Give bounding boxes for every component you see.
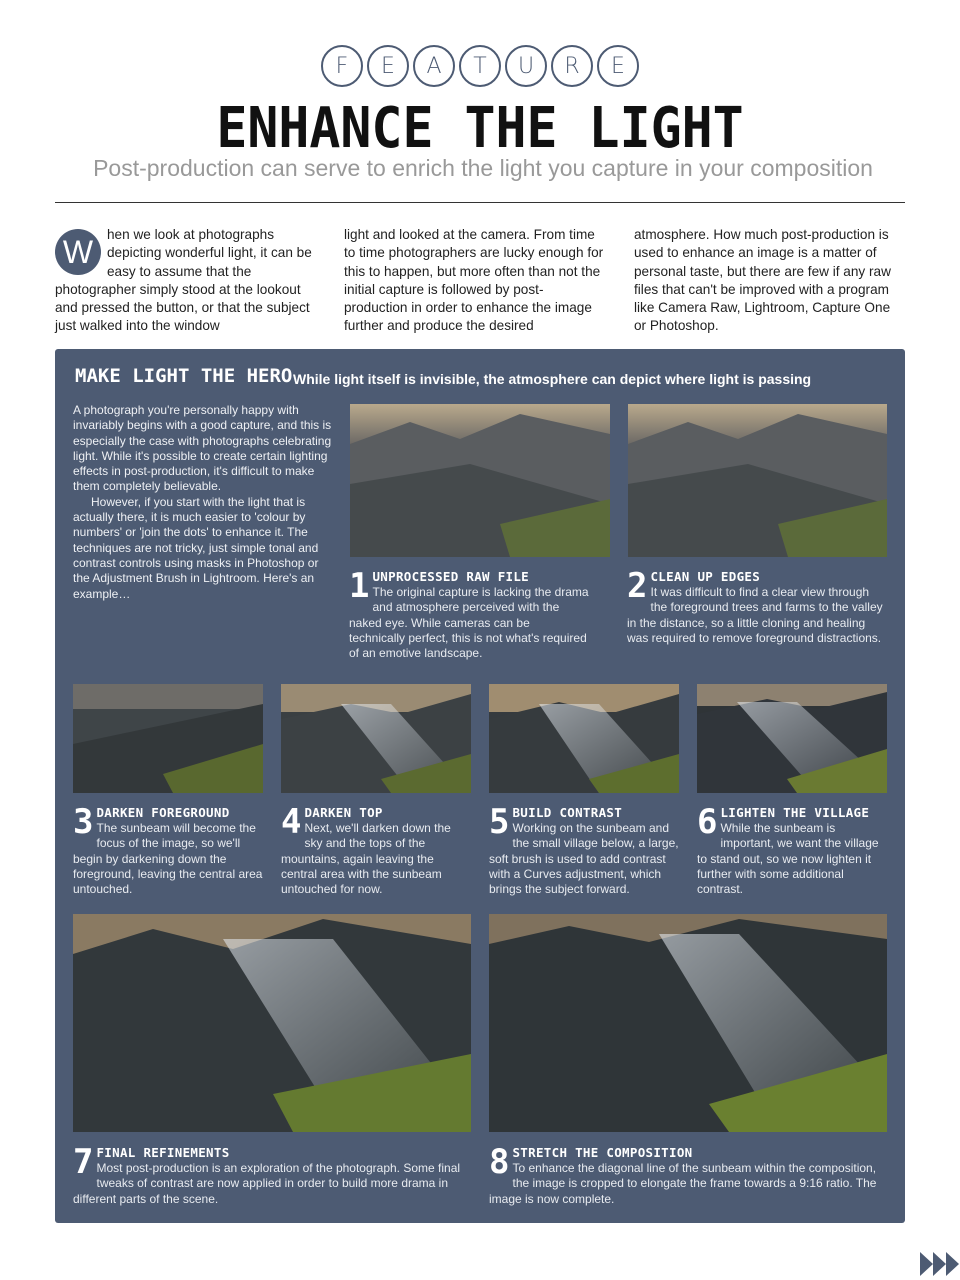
dropcap: W bbox=[55, 229, 101, 275]
step-text: To enhance the diagonal line of the sunbeam within the composition, the image is cropped to elongate the frame towards a 9:16 ratio. The image is now complete. bbox=[489, 1161, 877, 1206]
step-title: CLEAN UP EDGES bbox=[650, 569, 761, 584]
boxout-subtitle: While light itself is invisible, the atmosphere can depict where light is passing bbox=[293, 371, 812, 387]
step-number: 2 bbox=[627, 566, 648, 606]
intro-column-2: light and looked at the camera. From time to time photographers are lucky enough for this to happen, but more often than not the initial capture is followed by post-production in order to enhance the image further and produce the desired bbox=[344, 227, 604, 334]
step-number: 1 bbox=[349, 566, 370, 606]
divider bbox=[55, 202, 905, 203]
standfirst: Post-production can serve to enrich the light you capture in your composition bbox=[93, 155, 873, 181]
arrow-icon bbox=[933, 1252, 946, 1276]
step-text: Working on the sunbeam and the small village below, a large, soft brush is used to add contrast with a Curves adjustment, which brings the subject forward. bbox=[489, 821, 679, 897]
step-text: While the sunbeam is important, we want the village to stand out, so we now lighten it further with some additional contrast. bbox=[697, 821, 879, 897]
arrow-icon bbox=[920, 1252, 933, 1276]
intro-column-1 bbox=[55, 226, 317, 336]
step-5 bbox=[489, 802, 679, 897]
step-text: Most post-production is an exploration of the photograph. Some final tweaks of contrast are now applied in order to build more drama in different parts of the scene. bbox=[73, 1161, 461, 1206]
step-title: BUILD CONTRAST bbox=[512, 805, 623, 820]
step-6 bbox=[697, 802, 887, 897]
step-7 bbox=[73, 1142, 463, 1207]
step-title: DARKEN FOREGROUND bbox=[96, 805, 230, 820]
intro-text-1: hen we look at photographs depicting wonderful light, it can be easy to assume that the photographer simply stood at the lookout and pressed the button, or that the subject just walked into the window bbox=[55, 227, 312, 334]
boxout-title: MAKE LIGHT THE HERO bbox=[75, 365, 293, 387]
step-title: DARKEN TOP bbox=[304, 805, 383, 820]
boxout-paragraph: A photograph you're personally happy with invariably begins with a good capture, and this is especially the case with photographs celebrating light. While it's possible to create certain lighting effects in post-production, it's difficult to make them completely believable. bbox=[73, 403, 332, 494]
step-1 bbox=[349, 566, 589, 661]
kicker-letter: R bbox=[551, 45, 593, 87]
step-number: 4 bbox=[281, 802, 302, 842]
photo-step-1 bbox=[350, 404, 610, 557]
step-number: 5 bbox=[489, 802, 510, 842]
step-3 bbox=[73, 802, 263, 897]
step-title: FINAL REFINEMENTS bbox=[96, 1145, 230, 1160]
step-8 bbox=[489, 1142, 887, 1207]
photo-step-6 bbox=[697, 684, 887, 793]
step-4 bbox=[281, 802, 471, 897]
intro-column-3: atmosphere. How much post-production is used to enhance an image is a matter of personal taste, but there are few if any raw files that can't be improved with a program like Camera Raw, Lightroom, Capture One or Photoshop. bbox=[634, 227, 891, 334]
boxout-paragraph: However, if you start with the light that is actually there, it is much easier to 'colour by numbers' or 'join the dots' to enhance it. The techniques are not tricky, just simple tonal and contrast controls using masks in Photoshop or the Adjustment Brush in Lightroom. Here's an example… bbox=[73, 494, 319, 601]
step-number: 8 bbox=[489, 1142, 510, 1182]
photo-step-3 bbox=[73, 684, 263, 793]
photo-step-4 bbox=[281, 684, 471, 793]
step-text: Next, we'll darken down the sky and the tops of the mountains, again leaving the central area with the sunbeam untouched for now. bbox=[281, 821, 451, 897]
step-text: The original capture is lacking the drama and atmosphere perceived with the naked eye. While cameras can be technically perfect, this is not what's required of an emotive landscape. bbox=[349, 585, 589, 661]
photo-step-7 bbox=[73, 914, 471, 1132]
kicker-letter: F bbox=[321, 45, 363, 87]
step-title: LIGHTEN THE VILLAGE bbox=[720, 805, 870, 820]
photo-step-8 bbox=[489, 914, 887, 1132]
kicker-letter: E bbox=[597, 45, 639, 87]
kicker-letter: U bbox=[505, 45, 547, 87]
step-number: 3 bbox=[73, 802, 94, 842]
kicker-letter: E bbox=[367, 45, 409, 87]
step-text: The sunbeam will become the focus of the image, so we'll begin by darkening down the foreground, leaving the central area untouched. bbox=[73, 821, 263, 897]
boxout bbox=[55, 349, 905, 1223]
step-2 bbox=[627, 566, 889, 646]
feature-kicker bbox=[0, 45, 960, 87]
step-number: 6 bbox=[697, 802, 718, 842]
photo-step-5 bbox=[489, 684, 679, 793]
step-text: It was difficult to find a clear view through the foreground trees and farms to the valley in the distance, so a little cloning and healing was required to remove foreground distractions. bbox=[627, 585, 883, 645]
boxout-intro bbox=[73, 403, 335, 602]
photo-step-2 bbox=[628, 404, 887, 557]
step-title: STRETCH THE COMPOSITION bbox=[512, 1145, 693, 1160]
kicker-letter: A bbox=[413, 45, 455, 87]
kicker-letter: T bbox=[459, 45, 501, 87]
page-title: ENHANCE THE LIGHT bbox=[216, 96, 744, 161]
step-number: 7 bbox=[73, 1142, 94, 1182]
arrow-icon bbox=[946, 1252, 959, 1276]
step-title: UNPROCESSED RAW FILE bbox=[372, 569, 529, 584]
next-page-arrows-icon[interactable] bbox=[920, 1252, 959, 1276]
